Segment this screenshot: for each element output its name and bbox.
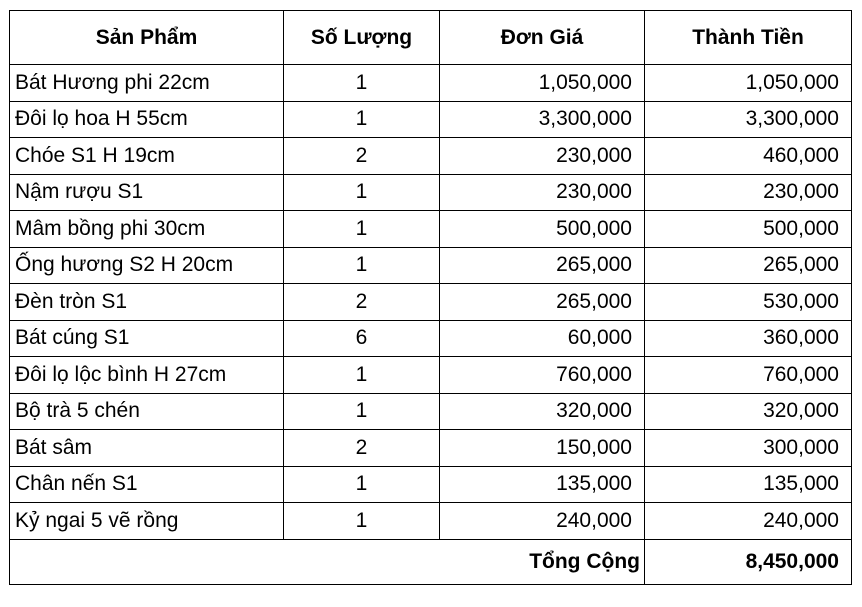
cell-unit-price: 265,000 bbox=[440, 284, 645, 321]
table-row bbox=[10, 65, 852, 102]
cell-quantity: 1 bbox=[284, 393, 440, 430]
cell-amount: 1,050,000 bbox=[645, 65, 852, 102]
cell-product: Bát cúng S1 bbox=[10, 320, 284, 357]
cell-amount: 530,000 bbox=[645, 284, 852, 321]
cell-product: Đôi lọ hoa H 55cm bbox=[10, 101, 284, 138]
cell-unit-price: 3,300,000 bbox=[440, 101, 645, 138]
table-row bbox=[10, 393, 852, 430]
cell-quantity: 1 bbox=[284, 503, 440, 540]
header-row bbox=[10, 11, 852, 65]
total-row bbox=[10, 539, 852, 584]
cell-product: Kỷ ngai 5 vẽ rồng bbox=[10, 503, 284, 540]
table-row bbox=[10, 211, 852, 248]
cell-product: Nậm rượu S1 bbox=[10, 174, 284, 211]
cell-product: Chân nến S1 bbox=[10, 466, 284, 503]
cell-product: Chóe S1 H 19cm bbox=[10, 138, 284, 175]
header-amount: Thành Tiền bbox=[645, 11, 852, 65]
cell-amount: 300,000 bbox=[645, 430, 852, 467]
cell-unit-price: 240,000 bbox=[440, 503, 645, 540]
cell-quantity: 2 bbox=[284, 430, 440, 467]
cell-quantity: 1 bbox=[284, 211, 440, 248]
cell-quantity: 1 bbox=[284, 466, 440, 503]
table-header bbox=[10, 11, 852, 65]
cell-amount: 135,000 bbox=[645, 466, 852, 503]
cell-unit-price: 265,000 bbox=[440, 247, 645, 284]
cell-product: Đôi lọ lộc bình H 27cm bbox=[10, 357, 284, 394]
cell-unit-price: 230,000 bbox=[440, 138, 645, 175]
table-row bbox=[10, 320, 852, 357]
cell-quantity: 1 bbox=[284, 101, 440, 138]
cell-product: Ống hương S2 H 20cm bbox=[10, 247, 284, 284]
cell-amount: 240,000 bbox=[645, 503, 852, 540]
cell-unit-price: 60,000 bbox=[440, 320, 645, 357]
table-row bbox=[10, 466, 852, 503]
cell-amount: 500,000 bbox=[645, 211, 852, 248]
table-footer bbox=[10, 539, 852, 584]
table-row bbox=[10, 138, 852, 175]
cell-product: Mâm bồng phi 30cm bbox=[10, 211, 284, 248]
header-unit-price: Đơn Giá bbox=[440, 11, 645, 65]
table-row bbox=[10, 357, 852, 394]
table-row bbox=[10, 101, 852, 138]
cell-quantity: 1 bbox=[284, 174, 440, 211]
cell-unit-price: 150,000 bbox=[440, 430, 645, 467]
header-quantity: Số Lượng bbox=[284, 11, 440, 65]
cell-unit-price: 760,000 bbox=[440, 357, 645, 394]
cell-quantity: 1 bbox=[284, 357, 440, 394]
cell-unit-price: 500,000 bbox=[440, 211, 645, 248]
total-label: Tổng Cộng bbox=[10, 539, 645, 584]
table-row bbox=[10, 174, 852, 211]
cell-amount: 360,000 bbox=[645, 320, 852, 357]
invoice-table bbox=[9, 10, 852, 585]
cell-unit-price: 230,000 bbox=[440, 174, 645, 211]
cell-amount: 230,000 bbox=[645, 174, 852, 211]
cell-unit-price: 135,000 bbox=[440, 466, 645, 503]
cell-product: Bộ trà 5 chén bbox=[10, 393, 284, 430]
cell-amount: 265,000 bbox=[645, 247, 852, 284]
cell-product: Đèn tròn S1 bbox=[10, 284, 284, 321]
cell-amount: 320,000 bbox=[645, 393, 852, 430]
cell-product: Bát sâm bbox=[10, 430, 284, 467]
cell-unit-price: 1,050,000 bbox=[440, 65, 645, 102]
table-row bbox=[10, 503, 852, 540]
table-row bbox=[10, 284, 852, 321]
cell-product: Bát Hương phi 22cm bbox=[10, 65, 284, 102]
table-row bbox=[10, 430, 852, 467]
cell-amount: 3,300,000 bbox=[645, 101, 852, 138]
cell-unit-price: 320,000 bbox=[440, 393, 645, 430]
cell-amount: 460,000 bbox=[645, 138, 852, 175]
total-value: 8,450,000 bbox=[645, 539, 852, 584]
table-row bbox=[10, 247, 852, 284]
cell-quantity: 2 bbox=[284, 138, 440, 175]
cell-quantity: 1 bbox=[284, 247, 440, 284]
cell-amount: 760,000 bbox=[645, 357, 852, 394]
cell-quantity: 6 bbox=[284, 320, 440, 357]
header-product: Sản Phẩm bbox=[10, 11, 284, 65]
cell-quantity: 2 bbox=[284, 284, 440, 321]
cell-quantity: 1 bbox=[284, 65, 440, 102]
table-body bbox=[10, 65, 852, 540]
